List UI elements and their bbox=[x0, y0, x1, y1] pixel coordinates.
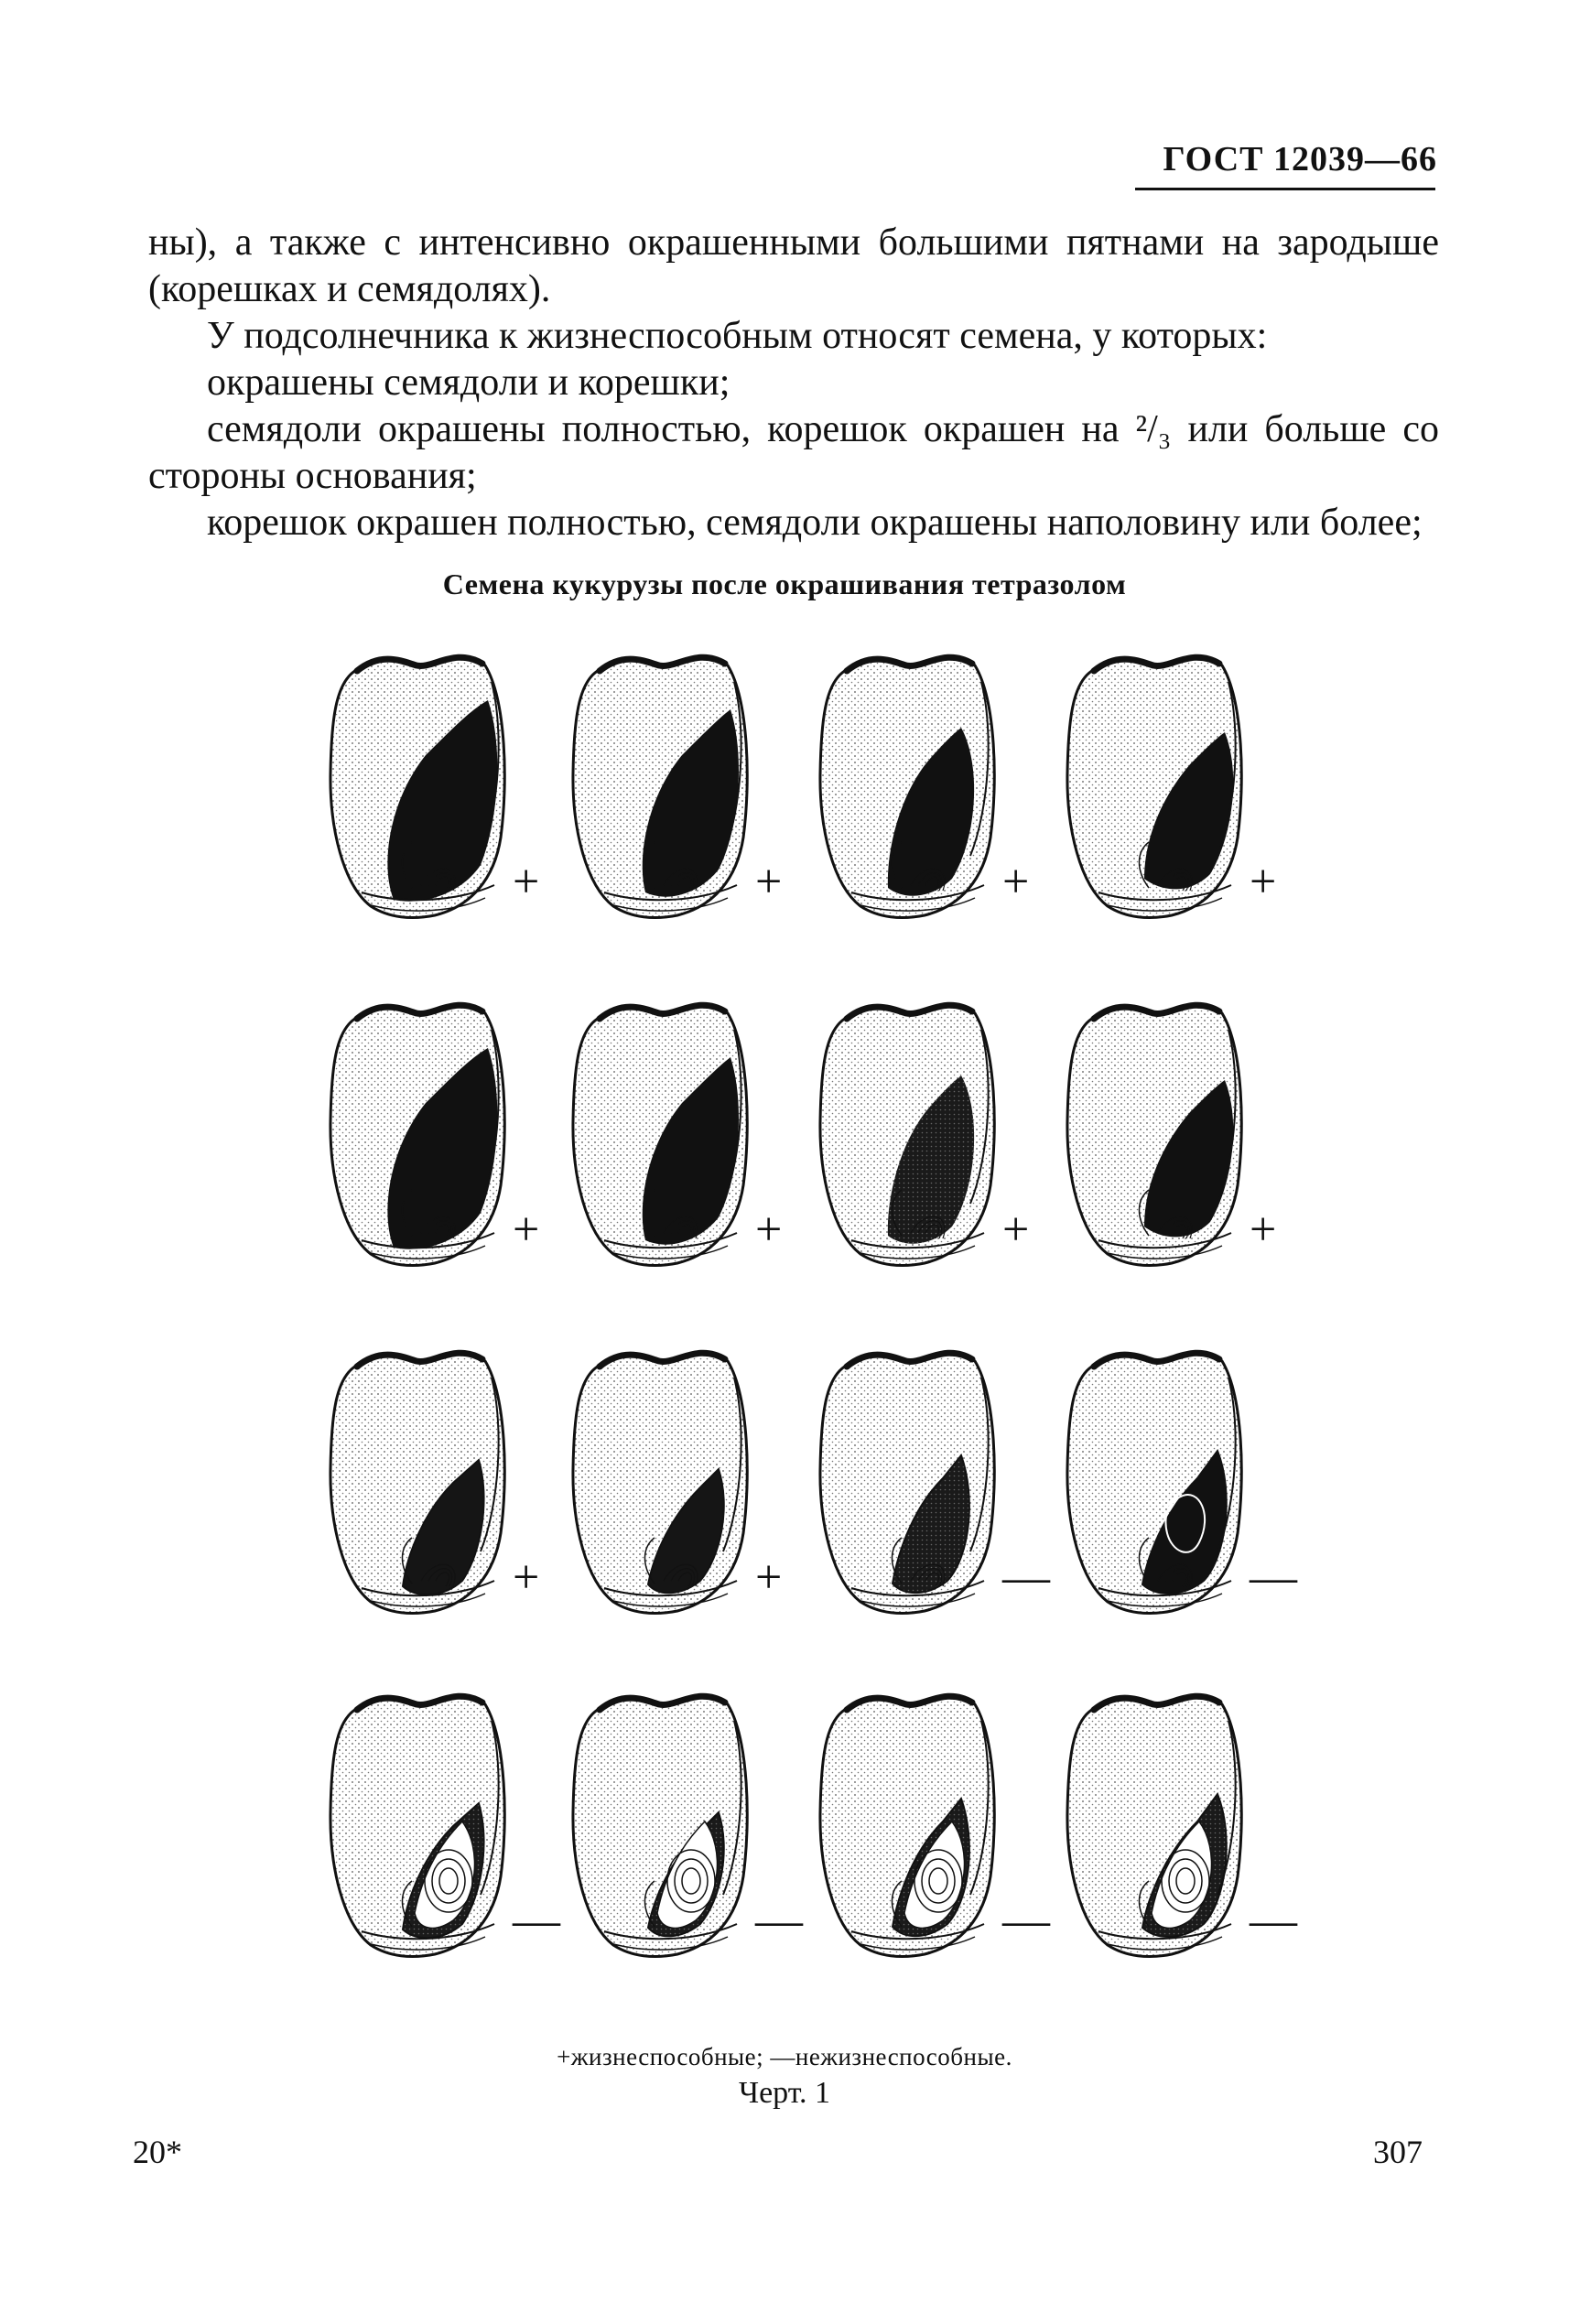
viability-mark: + bbox=[755, 856, 783, 908]
seed-7 bbox=[820, 1005, 1029, 1265]
paragraph-1: ны), а также с интенсивно окрашенными большими пятнами на зародыше (корешках и семядолях). bbox=[148, 222, 1439, 310]
seed-6 bbox=[573, 1005, 782, 1265]
seed-5 bbox=[330, 1005, 539, 1265]
seed-2 bbox=[573, 657, 782, 917]
document-number: ГОСТ 12039—66 bbox=[1163, 140, 1437, 178]
seed-11 bbox=[820, 1353, 1051, 1613]
paragraph-5: корешок окрашен полностью, семядоли окрашены наполовину или более; bbox=[207, 502, 1423, 544]
viability-mark: + bbox=[513, 1551, 540, 1604]
viability-mark: + bbox=[1002, 856, 1030, 908]
viability-mark: + bbox=[1250, 1204, 1277, 1256]
seed-1 bbox=[330, 657, 539, 917]
seed-15 bbox=[820, 1696, 1051, 1956]
viability-mark: + bbox=[755, 1204, 783, 1256]
viability-mark: — bbox=[513, 1895, 560, 1947]
seed-10 bbox=[573, 1353, 782, 1613]
header-rule bbox=[1135, 188, 1435, 190]
viability-mark: — bbox=[1250, 1551, 1297, 1604]
page-number: 307 bbox=[1373, 2134, 1423, 2170]
seed-13 bbox=[330, 1696, 561, 1956]
seed-figure bbox=[302, 632, 1297, 2023]
seed-3 bbox=[820, 657, 1029, 917]
seed-9 bbox=[330, 1353, 539, 1613]
figure-legend: +жизнеспособные; —нежизнеспособные. bbox=[557, 2043, 1012, 2070]
viability-mark: + bbox=[513, 856, 540, 908]
paragraph-4: семядоли окрашены полностью, корешок окрашен на ²/₃ или больше со стороны основания; bbox=[148, 408, 1439, 497]
paragraph-3: окрашены семядоли и корешки; bbox=[207, 362, 730, 404]
seed-12 bbox=[1067, 1353, 1298, 1613]
seed-4 bbox=[1067, 657, 1276, 917]
viability-mark: + bbox=[1250, 856, 1277, 908]
viability-mark: — bbox=[755, 1895, 803, 1947]
seed-14 bbox=[573, 1696, 804, 1956]
figure-number: Черт. 1 bbox=[738, 2076, 831, 2110]
signature-mark: 20* bbox=[133, 2134, 182, 2170]
seed-16 bbox=[1067, 1696, 1298, 1956]
viability-mark: — bbox=[1002, 1551, 1050, 1604]
viability-mark: — bbox=[1250, 1895, 1297, 1947]
seed-8 bbox=[1067, 1005, 1276, 1265]
viability-mark: + bbox=[513, 1204, 540, 1256]
figure-caption: Семена кукурузы после окрашивания тетразолом bbox=[442, 567, 1127, 600]
viability-mark: + bbox=[755, 1551, 783, 1604]
seed-grid bbox=[302, 632, 1297, 2023]
paragraph-2: У подсолнечника к жизнеспособным относят семена, у которых: bbox=[207, 315, 1268, 357]
body-text bbox=[148, 220, 1439, 546]
viability-mark: — bbox=[1002, 1895, 1050, 1947]
viability-mark: + bbox=[1002, 1204, 1030, 1256]
